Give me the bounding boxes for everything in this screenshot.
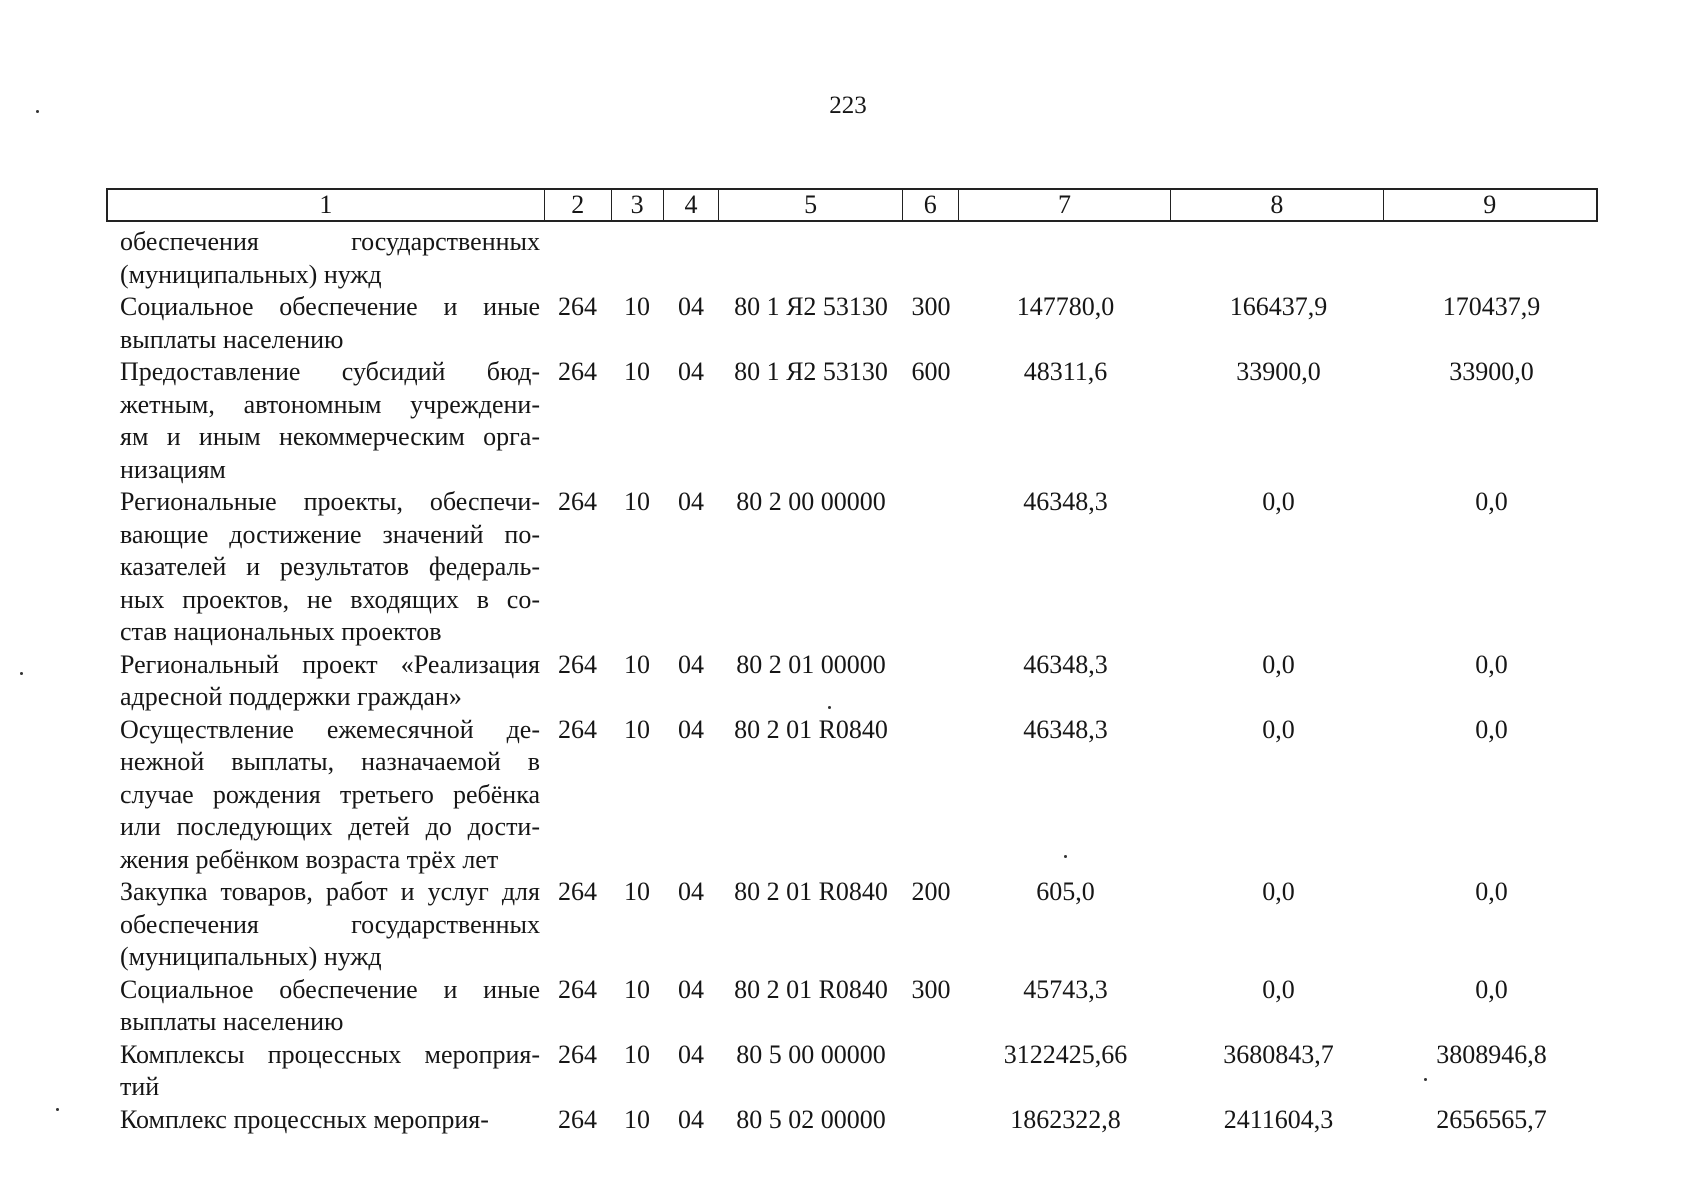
cell-col-4: 04 bbox=[678, 1039, 704, 1069]
description-line: Предоставление субсидий бюд- bbox=[120, 357, 540, 386]
cell-col-7: 45743,3 bbox=[1023, 974, 1108, 1004]
cell-col-8: 0,0 bbox=[1262, 649, 1295, 679]
cell-col-2: 264 bbox=[558, 292, 597, 321]
description-line: выплаты населению bbox=[120, 1007, 344, 1036]
cell-col-8: 0,0 bbox=[1262, 487, 1295, 516]
description-line: Социальное обеспечение и иные bbox=[120, 292, 540, 321]
cell-col-3 bbox=[611, 226, 663, 291]
cell-col-5: 80 2 01 R0840 bbox=[734, 974, 888, 1004]
cell-col-5: 80 2 01 R0840 bbox=[734, 877, 888, 906]
description-line: вающие достижение значений по- bbox=[120, 519, 540, 549]
cell-col-3: 10 bbox=[624, 714, 650, 744]
description-line: нежной выплаты, назначаемой в bbox=[120, 747, 540, 776]
row-description bbox=[106, 974, 544, 1039]
cell-col-5 bbox=[719, 226, 903, 291]
row-description bbox=[106, 649, 544, 714]
cell-col-9: 33900,0 bbox=[1449, 357, 1534, 386]
description-line: жетным, автономным учреждени- bbox=[120, 389, 540, 419]
description-line: Комплекс процессных мероприя- bbox=[120, 1104, 489, 1134]
cell-col-3: 10 bbox=[624, 487, 650, 516]
cell-col-8: 2411604,3 bbox=[1223, 1104, 1334, 1134]
cell-col-3: 10 bbox=[624, 1039, 650, 1069]
cell-col-6: 200 bbox=[911, 877, 951, 906]
table-header-row bbox=[106, 188, 1598, 222]
table-row bbox=[106, 356, 1598, 486]
cell-col-4: 04 bbox=[678, 1104, 704, 1134]
description-line: обеспечения государственных bbox=[120, 909, 540, 939]
scan-speck bbox=[36, 110, 39, 113]
table-row bbox=[106, 486, 1598, 649]
description-line: казателей и результатов федераль- bbox=[120, 552, 540, 581]
cell-col-4: 04 bbox=[678, 357, 704, 386]
description-line: Региональный проект «Реализация bbox=[120, 649, 540, 679]
header-col-1: 1 bbox=[108, 190, 545, 220]
page-number: 223 bbox=[829, 92, 867, 119]
cell-col-7: 3122425,66 bbox=[1003, 1039, 1128, 1069]
cell-col-6: 300 bbox=[911, 292, 951, 321]
scan-speck bbox=[828, 706, 831, 709]
scan-speck bbox=[20, 672, 23, 675]
cell-col-7: 605,0 bbox=[1036, 877, 1095, 906]
table-row bbox=[106, 714, 1598, 877]
cell-col-9 bbox=[1385, 226, 1598, 291]
description-line: обеспечения государственных bbox=[120, 227, 540, 256]
header-col-3: 3 bbox=[612, 190, 664, 220]
description-line: Региональные проекты, обеспечи- bbox=[120, 487, 540, 516]
cell-col-4: 04 bbox=[678, 877, 704, 906]
cell-col-7 bbox=[959, 226, 1172, 291]
row-description bbox=[106, 876, 544, 974]
cell-col-2: 264 bbox=[558, 487, 597, 516]
table-row bbox=[106, 1104, 1598, 1137]
header-col-5: 5 bbox=[719, 190, 903, 220]
cell-col-7: 147780,0 bbox=[1016, 292, 1115, 321]
table-row bbox=[106, 876, 1598, 974]
description-line: Осуществление ежемесячной де- bbox=[120, 714, 540, 744]
cell-col-2: 264 bbox=[558, 974, 597, 1004]
cell-col-8: 0,0 bbox=[1262, 974, 1295, 1004]
cell-col-9: 0,0 bbox=[1475, 974, 1508, 1004]
cell-col-3: 10 bbox=[624, 357, 650, 386]
description-line: случае рождения третьего ребёнка bbox=[120, 779, 540, 809]
cell-col-8: 0,0 bbox=[1262, 877, 1295, 906]
row-description bbox=[106, 226, 544, 291]
cell-col-4: 04 bbox=[678, 974, 704, 1004]
cell-col-8: 0,0 bbox=[1262, 714, 1295, 744]
scan-speck bbox=[1424, 1078, 1427, 1081]
cell-col-6: 600 bbox=[911, 357, 951, 386]
cell-col-2: 264 bbox=[558, 649, 597, 679]
table-row bbox=[106, 291, 1598, 356]
cell-col-6 bbox=[903, 1039, 959, 1104]
row-description bbox=[106, 714, 544, 877]
description-line: тий bbox=[120, 1072, 160, 1101]
cell-col-4: 04 bbox=[678, 292, 704, 321]
description-line: Комплексы процессных мероприя- bbox=[120, 1039, 540, 1069]
cell-col-6 bbox=[903, 714, 959, 877]
cell-col-6 bbox=[903, 1104, 959, 1137]
cell-col-5: 80 5 02 00000 bbox=[736, 1104, 886, 1134]
header-col-9: 9 bbox=[1483, 190, 1497, 219]
header-col-6: 6 bbox=[903, 190, 959, 220]
row-description bbox=[106, 356, 544, 486]
cell-col-6 bbox=[903, 226, 959, 291]
cell-col-4: 04 bbox=[678, 487, 704, 516]
description-line: (муниципальных) нужд bbox=[120, 259, 382, 289]
cell-col-8 bbox=[1172, 226, 1385, 291]
cell-col-9: 0,0 bbox=[1475, 877, 1508, 906]
cell-col-2: 264 bbox=[558, 357, 597, 386]
description-line: став национальных проектов bbox=[120, 617, 442, 646]
cell-col-5: 80 2 00 00000 bbox=[736, 487, 886, 516]
cell-col-5: 80 2 01 00000 bbox=[736, 649, 886, 679]
cell-col-4 bbox=[663, 226, 719, 291]
cell-col-3: 10 bbox=[624, 1104, 650, 1134]
cell-col-9: 0,0 bbox=[1475, 649, 1508, 679]
description-line: (муниципальных) нужд bbox=[120, 942, 382, 971]
scan-speck bbox=[1064, 855, 1067, 858]
row-description bbox=[106, 291, 544, 356]
cell-col-6 bbox=[903, 486, 959, 649]
header-col-2: 2 bbox=[545, 190, 612, 220]
table-row bbox=[106, 649, 1598, 714]
cell-col-5: 80 5 00 00000 bbox=[736, 1039, 886, 1069]
cell-col-7: 1862322,8 bbox=[1010, 1104, 1121, 1134]
cell-col-2: 264 bbox=[558, 1104, 597, 1134]
cell-col-9: 0,0 bbox=[1475, 714, 1508, 744]
cell-col-2: 264 bbox=[558, 877, 597, 906]
cell-col-8: 3680843,7 bbox=[1223, 1039, 1334, 1069]
table-body bbox=[106, 226, 1598, 1136]
row-description bbox=[106, 486, 544, 649]
table-row bbox=[106, 1039, 1598, 1104]
cell-col-7: 48311,6 bbox=[1023, 357, 1108, 386]
cell-col-9: 3808946,8 bbox=[1436, 1039, 1547, 1069]
cell-col-8: 33900,0 bbox=[1236, 357, 1321, 386]
cell-col-5: 80 2 01 R0840 bbox=[734, 714, 888, 744]
cell-col-5: 80 1 Я2 53130 bbox=[734, 357, 888, 386]
header-col-8: 8 bbox=[1171, 190, 1383, 220]
cell-col-2 bbox=[544, 226, 611, 291]
cell-col-6 bbox=[903, 649, 959, 714]
cell-col-3: 10 bbox=[624, 974, 650, 1004]
header-col-4: 4 bbox=[664, 190, 720, 220]
cell-col-4: 04 bbox=[678, 714, 704, 744]
scan-speck bbox=[56, 1108, 59, 1111]
description-line: выплаты населению bbox=[120, 324, 344, 354]
description-line: низациям bbox=[120, 454, 226, 484]
cell-col-7: 46348,3 bbox=[1023, 649, 1108, 679]
table-row bbox=[106, 226, 1598, 291]
cell-col-6: 300 bbox=[911, 974, 951, 1004]
description-line: ных проектов, не входящих в со- bbox=[120, 584, 540, 614]
cell-col-2: 264 bbox=[558, 714, 597, 744]
cell-col-3: 10 bbox=[624, 649, 650, 679]
table-row bbox=[106, 974, 1598, 1039]
cell-col-9: 2656565,7 bbox=[1436, 1104, 1547, 1134]
cell-col-7: 46348,3 bbox=[1023, 714, 1108, 744]
row-description bbox=[106, 1039, 544, 1104]
description-line: Социальное обеспечение и иные bbox=[120, 974, 540, 1004]
cell-col-8: 166437,9 bbox=[1229, 292, 1328, 321]
cell-col-7: 46348,3 bbox=[1023, 487, 1108, 516]
cell-col-9: 170437,9 bbox=[1442, 292, 1541, 321]
cell-col-9: 0,0 bbox=[1475, 487, 1508, 516]
header-col-7: 7 bbox=[959, 190, 1171, 220]
description-line: ям и иным некоммерческим орга- bbox=[120, 422, 540, 451]
cell-col-3: 10 bbox=[624, 292, 650, 321]
description-line: Закупка товаров, работ и услуг для bbox=[120, 877, 540, 906]
description-line: или последующих детей до дости- bbox=[120, 812, 540, 841]
cell-col-4: 04 bbox=[678, 649, 704, 679]
description-line: адресной поддержки граждан» bbox=[120, 682, 462, 711]
description-line: жения ребёнком возраста трёх лет bbox=[120, 844, 499, 874]
cell-col-2: 264 bbox=[558, 1039, 597, 1069]
row-description bbox=[106, 1104, 544, 1137]
cell-col-5: 80 1 Я2 53130 bbox=[734, 292, 888, 321]
cell-col-3: 10 bbox=[624, 877, 650, 906]
